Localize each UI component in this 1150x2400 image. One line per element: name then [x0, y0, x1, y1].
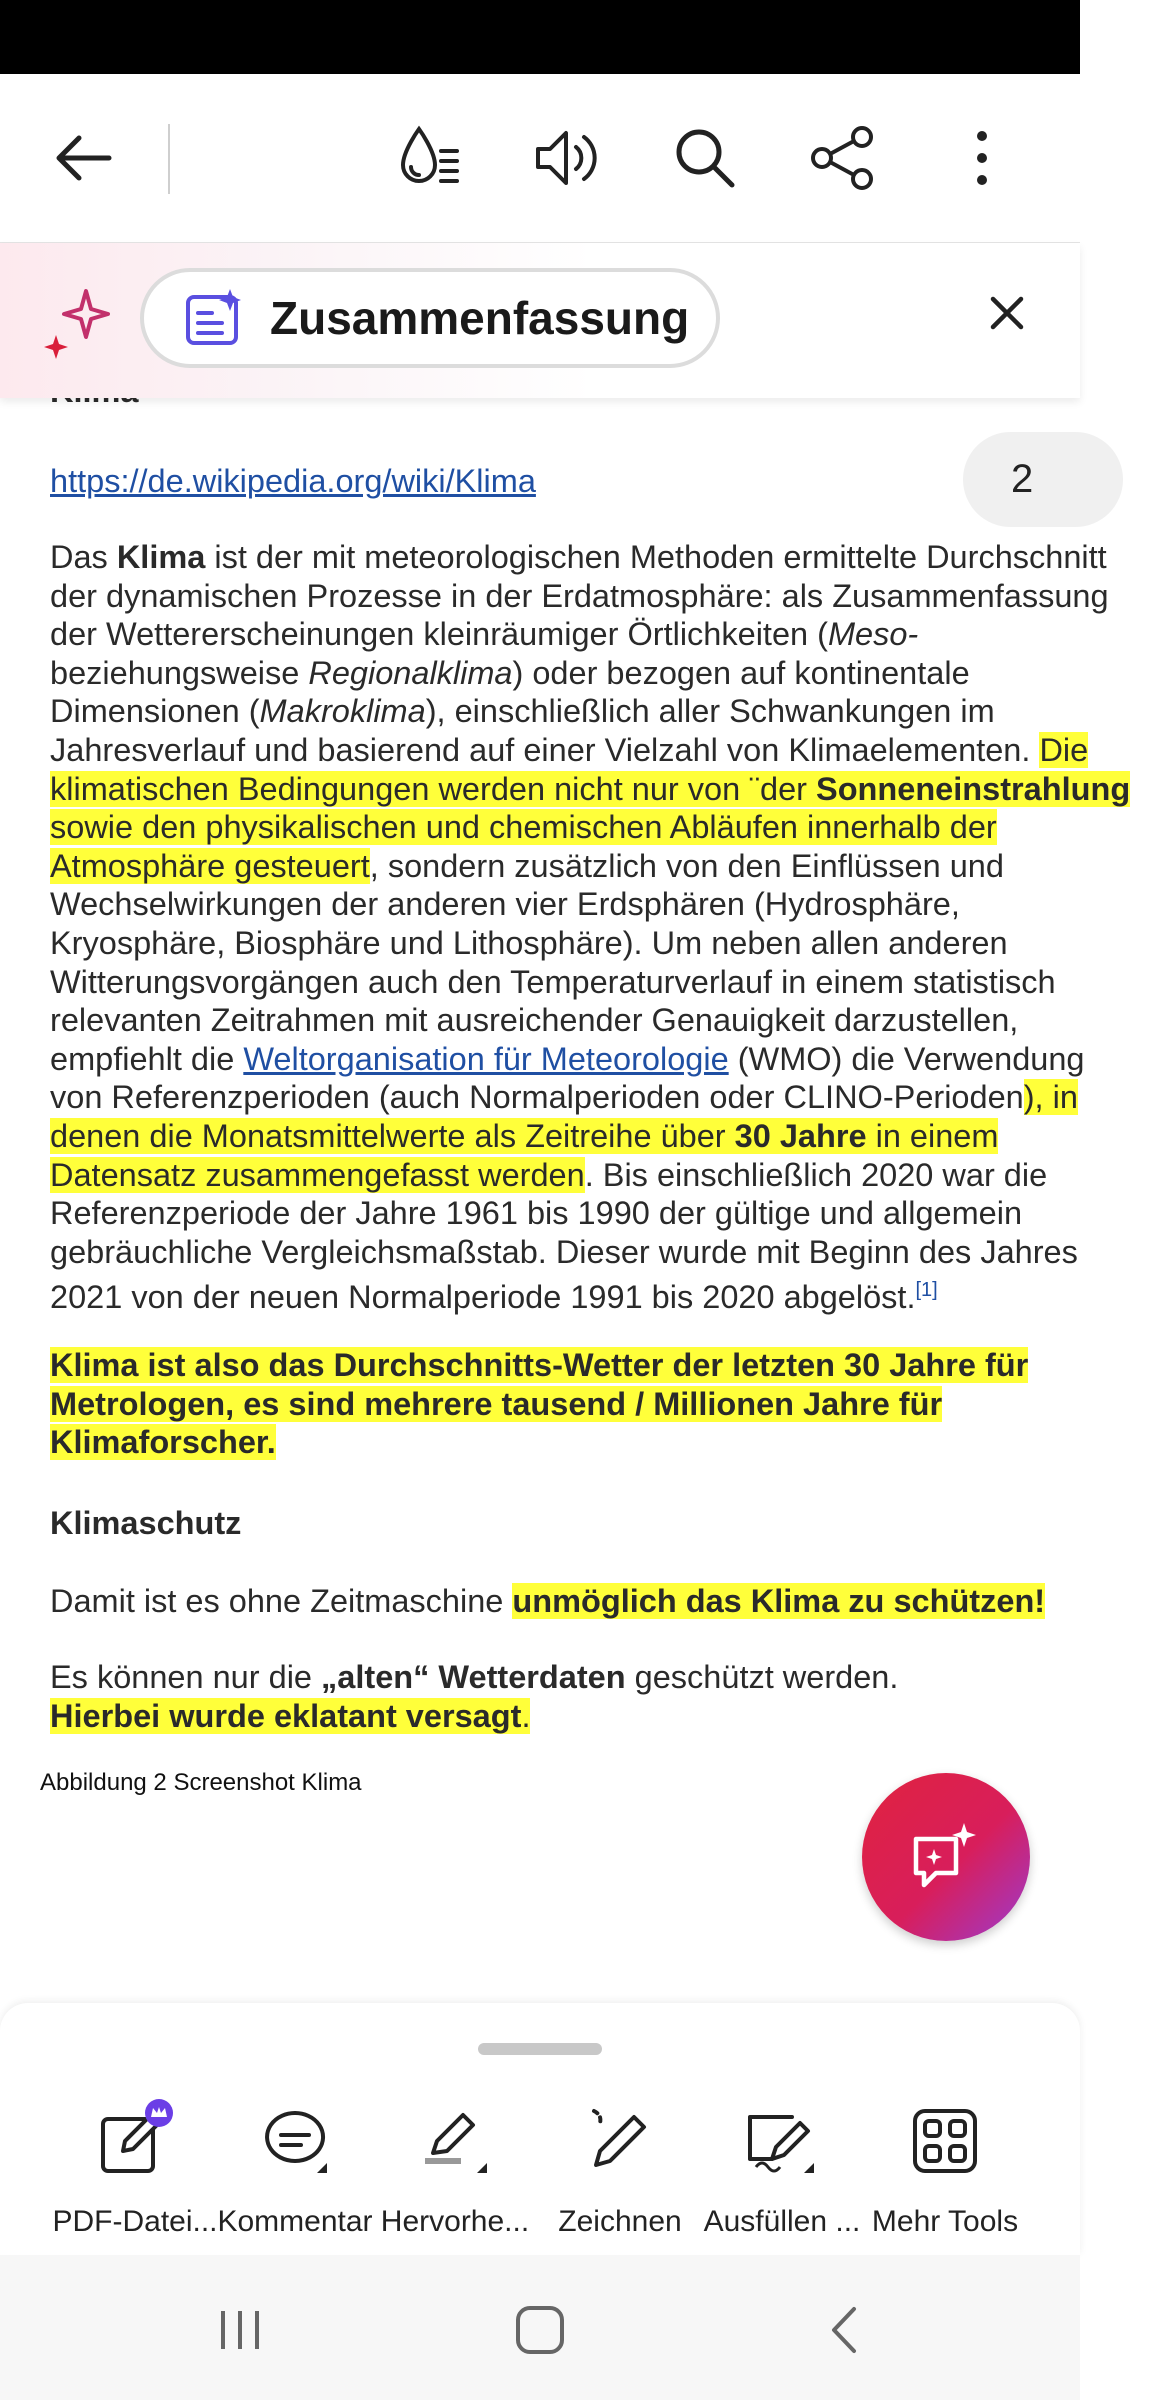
- document-view[interactable]: [0, 398, 1131, 1998]
- tool-label: Mehr Tools: [871, 2205, 1019, 2238]
- status-bar: [0, 0, 1080, 74]
- text-line: denen die Monatsmittelwerte als Zeitreihe über 30 Jahre in einem: [50, 1117, 999, 1154]
- home-icon[interactable]: [500, 2290, 580, 2370]
- tool-draw[interactable]: [535, 2101, 705, 2251]
- bottom-tools-panel: [0, 2003, 1080, 2255]
- text-line: Jahresverlauf und basierend auf einer Vielzahl von Klimaelementen. Die: [50, 731, 1089, 768]
- tool-edit-pdf[interactable]: [50, 2101, 220, 2251]
- text-line: Datensatz zusammengefasst werden. Bis einschließlich 2020 war die: [50, 1156, 1048, 1193]
- search-icon[interactable]: [660, 113, 750, 203]
- footnote-ref[interactable]: [1]: [915, 1279, 938, 1302]
- summary-icon: [184, 287, 246, 349]
- ai-sparkle-icon[interactable]: [38, 283, 118, 363]
- text-line: klimatischen Bedingungen werden nicht nur von ¨der Sonneneinstrahlung: [50, 770, 1131, 807]
- tool-label: Hervorhe...: [380, 2205, 530, 2238]
- summary-label: Zusammenfassung: [270, 292, 690, 344]
- text-line: Atmosphäre gesteuert, sondern zusätzlich von den Einflüssen und: [50, 847, 1004, 884]
- text-line: Witterungsvorgängen auch den Temperaturverlauf in einem statistisch: [50, 963, 1056, 1000]
- back-icon[interactable]: [805, 2290, 885, 2370]
- text-line: beziehungsweise Regionalklima) oder bezogen auf kontinentale: [50, 654, 970, 691]
- klimaschutz-heading: Klimaschutz: [50, 1505, 242, 1541]
- top-toolbar: [0, 74, 1080, 243]
- tool-label: PDF-Datei...: [52, 2205, 218, 2238]
- more-vert-icon[interactable]: [937, 113, 1027, 203]
- text-line: Kryosphäre, Biosphäre und Lithosphäre). Um neben allen anderen: [50, 924, 1008, 961]
- comment-icon: [255, 2101, 335, 2181]
- tool-fill-sign[interactable]: [697, 2101, 867, 2251]
- alte-wetterdaten-block: Es können nur die „alten“ Wetterdaten geschützt werden. Hierbei wurde eklatant versagt.: [50, 1659, 899, 1734]
- page-number-badge[interactable]: 2: [963, 432, 1123, 527]
- system-nav-bar: [0, 2255, 1080, 2400]
- text-line: empfiehlt die Weltorganisation für Meteorologie (WMO) die Verwendung: [50, 1040, 1085, 1077]
- fill-sign-icon: [742, 2101, 822, 2181]
- text-line: der dynamischen Prozesse in der Erdatmosphäre: als Zusammenfassung: [50, 577, 1109, 614]
- read-aloud-icon[interactable]: [522, 113, 612, 203]
- close-icon[interactable]: [972, 278, 1042, 348]
- paragraph-klima: [50, 538, 1130, 1317]
- text-line: Wechselwirkungen der anderen vier Erdsphären (Hydrosphäre,: [50, 886, 960, 923]
- bold-highlight-block: Klima ist also das Durchschnitts-Wetter der letzten 30 Jahre für Metrologen, es sind mehrere tausend / Millionen Jahre für Klimaforscher.: [50, 1347, 1029, 1461]
- drag-handle[interactable]: [478, 2043, 602, 2055]
- text-line: der Wettererscheinungen kleinräumiger Örtlichkeiten (Meso-: [50, 616, 919, 653]
- tool-label: Zeichnen: [558, 2205, 682, 2238]
- liquid-mode-icon[interactable]: [385, 113, 475, 203]
- text-line: Dimensionen (Makroklima), einschließlich aller Schwankungen im: [50, 693, 995, 730]
- more-tools-icon: [905, 2101, 985, 2181]
- highlight-icon: [415, 2101, 495, 2181]
- toolbar-divider: [168, 124, 170, 194]
- wmo-link[interactable]: Weltorganisation für Meteorologie: [243, 1040, 729, 1077]
- text-line: 2021 von der neuen Normalperiode 1991 bis 2020 abgelöst.[1]: [50, 1279, 938, 1316]
- text-line: relevanten Zeitrahmen mit ausreichender Genauigkeit darzustellen,: [50, 1002, 1019, 1039]
- ai-assistant-button[interactable]: [862, 1773, 1030, 1941]
- text-line: sowie den physikalischen und chemischen Abläufen innerhalb der: [50, 809, 997, 846]
- text-line: Referenzperiode der Jahre 1961 bis 1990 der gültige und allgemein: [50, 1195, 1023, 1232]
- edit-pdf-icon: [95, 2101, 175, 2181]
- text-line: gebräuchliche Vergleichsmaßstab. Dieser wurde mit Beginn des Jahres: [50, 1233, 1078, 1270]
- draw-icon: [580, 2101, 660, 2181]
- recent-apps-icon[interactable]: [200, 2290, 280, 2370]
- summary-button[interactable]: [140, 268, 720, 368]
- tool-highlight[interactable]: [370, 2101, 540, 2251]
- wikipedia-link[interactable]: https://de.wikipedia.org/wiki/Klima: [50, 463, 536, 499]
- text-line: Das Klima ist der mit meteorologischen Methoden ermittelte Durchschnitt: [50, 539, 1107, 575]
- tool-more-tools[interactable]: [860, 2101, 1030, 2251]
- share-icon[interactable]: [798, 113, 888, 203]
- figure-caption: Abbildung 2 Screenshot Klima: [40, 1769, 362, 1796]
- text-line: von Referenzperioden (auch Normalperioden oder CLINO-Perioden), in: [50, 1079, 1078, 1116]
- tool-label: Ausfüllen ...: [703, 2205, 861, 2238]
- tool-comment[interactable]: [210, 2101, 380, 2251]
- arrow-left-icon[interactable]: [38, 113, 128, 203]
- ai-assistant-icon: [906, 1817, 986, 1897]
- ai-assistant-bar: [0, 243, 1080, 398]
- tool-label: Kommentar: [217, 2205, 373, 2238]
- klimaschutz-line: Damit ist es ohne Zeitmaschine unmöglich das Klima zu schützen!: [50, 1583, 1046, 1619]
